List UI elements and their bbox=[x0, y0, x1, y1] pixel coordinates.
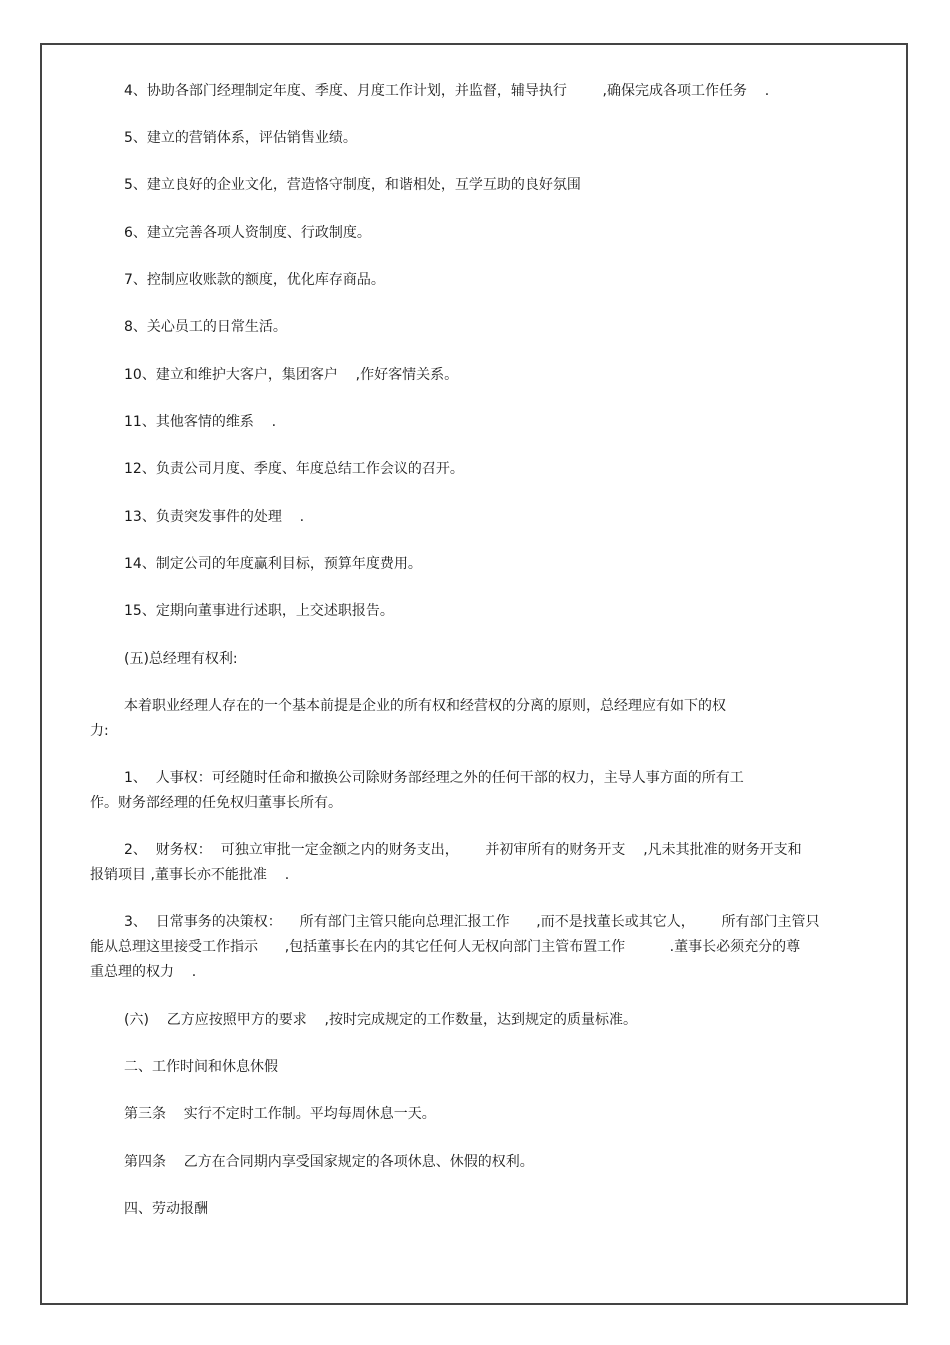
text-line: (六) 乙方应按照甲方的要求 ,按时完成规定的工作数量，达到规定的质量标准。 bbox=[124, 1012, 637, 1028]
text-line: 12、负责公司月度、季度、年度总结工作会议的召开。 bbox=[124, 461, 464, 477]
text-line: 作。财务部经理的任免权归董事长所有。 bbox=[90, 795, 342, 811]
text-line: 10、建立和维护大客户，集团客户 ,作好客情关系。 bbox=[124, 367, 459, 383]
text-line: 能从总理这里接受工作指示 ,包括董事长在内的其它任何人无权向部门主管布置工作 .董事长必须充分的尊 bbox=[90, 939, 801, 955]
text-line: 14、制定公司的年度赢利目标，预算年度费用。 bbox=[124, 556, 422, 572]
text-line: 3、 日常事务的决策权： 所有部门主管只能向总理汇报工作 ,而不是找董长或其它人， 所有部门主管只 bbox=[124, 914, 820, 930]
text-line: 力: bbox=[90, 723, 109, 739]
section-heading: (五)总经理有权利: bbox=[124, 651, 238, 667]
text-line: 第四条 乙方在合同期内享受国家规定的各项休息、休假的权利。 bbox=[124, 1154, 534, 1170]
text-line: 5、建立良好的企业文化，营造恪守制度，和谐相处，互学互助的良好氛围 bbox=[124, 177, 581, 193]
section-heading: 四、劳动报酬 bbox=[124, 1201, 208, 1217]
text-line: 第三条 实行不定时工作制。平均每周休息一天。 bbox=[124, 1106, 436, 1122]
text-line: 15、定期向董事进行述职，上交述职报告。 bbox=[124, 603, 394, 619]
text-line: 报销项目 ,董事长亦不能批准 . bbox=[90, 867, 290, 883]
text-line: 2、 财务权： 可独立审批一定金额之内的财务支出， 并初审所有的财务开支 ,凡未其批准的财务开支和 bbox=[124, 842, 802, 858]
text-line: 7、控制应收账款的额度，优化库存商品。 bbox=[124, 272, 385, 288]
text-line: 本着职业经理人存在的一个基本前提是企业的所有权和经营权的分离的原则，总经理应有如下的权 bbox=[124, 698, 726, 714]
text-line: 8、关心员工的日常生活。 bbox=[124, 319, 287, 335]
section-heading: 二、工作时间和休息休假 bbox=[124, 1059, 278, 1075]
text-line: 6、建立完善各项人资制度、行政制度。 bbox=[124, 225, 371, 241]
text-line: 13、负责突发事件的处理 . bbox=[124, 509, 305, 525]
text-line: 1、 人事权：可经随时任命和撤换公司除财务部经理之外的任何干部的权力，主导人事方面的所有工 bbox=[124, 770, 744, 786]
text-line: 11、其他客情的维系 . bbox=[124, 414, 277, 430]
text-line: 5、建立的营销体系，评估销售业绩。 bbox=[124, 130, 357, 146]
text-line: 4、协助各部门经理制定年度、季度、月度工作计划，并监督，辅导执行 ,确保完成各项工作任务 . bbox=[124, 83, 770, 99]
text-line: 重总理的权力 . bbox=[90, 964, 197, 980]
